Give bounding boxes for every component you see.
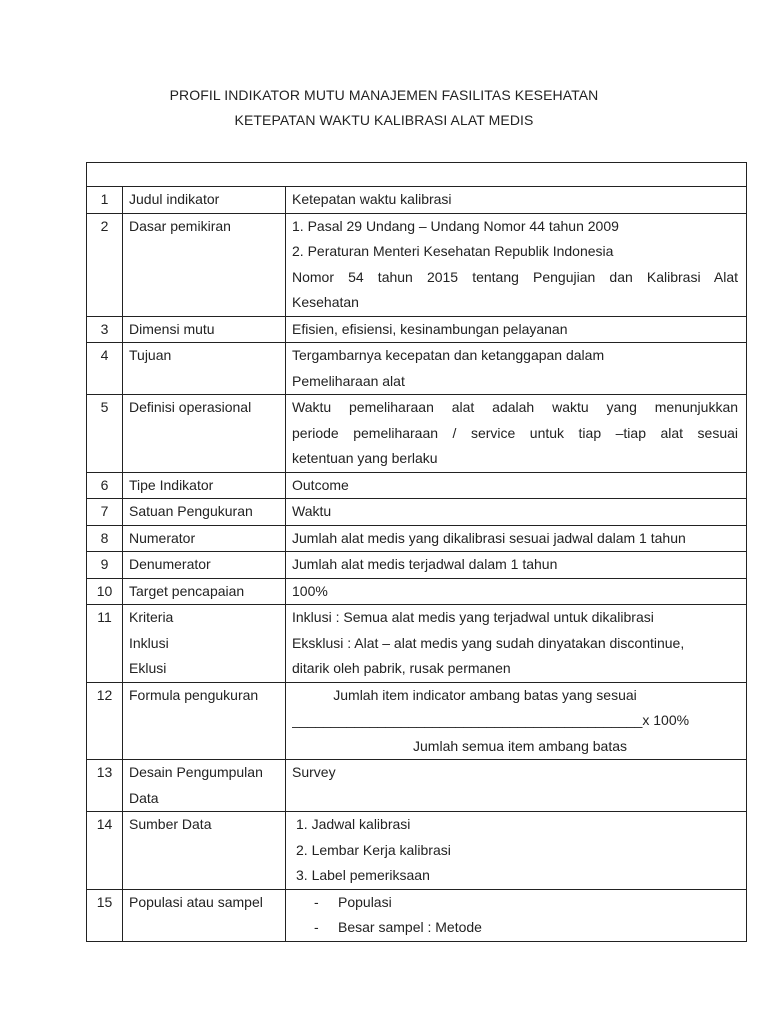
row-number: 11 bbox=[87, 605, 123, 683]
table-row bbox=[87, 316, 747, 343]
row-value-line: Survey bbox=[292, 764, 336, 780]
blank-header-cell bbox=[87, 163, 747, 187]
row-label-line: Kriteria bbox=[129, 609, 174, 625]
row-value bbox=[286, 499, 747, 526]
row-label-line: Inklusi bbox=[129, 634, 169, 651]
table-row bbox=[87, 605, 747, 683]
row-value bbox=[286, 343, 747, 395]
row-label bbox=[123, 682, 286, 760]
row-value bbox=[286, 552, 747, 579]
row-number: 8 bbox=[87, 525, 123, 552]
row-value bbox=[286, 889, 747, 941]
row-value-line: periode pemeliharaan / service untuk tiap –tiap alat sesuai bbox=[292, 424, 739, 441]
row-label-line: Desain Pengumpulan bbox=[129, 764, 263, 780]
row-value bbox=[286, 578, 747, 605]
bullet-marker: - bbox=[314, 919, 319, 935]
row-label-line: Satuan Pengukuran bbox=[129, 503, 253, 519]
formula-cell bbox=[286, 682, 747, 760]
row-value bbox=[286, 605, 747, 683]
table-row bbox=[87, 213, 747, 316]
table-row bbox=[87, 578, 747, 605]
bullet-item bbox=[292, 915, 738, 941]
table-row bbox=[87, 395, 747, 473]
formula-fraction-bar: _____________________________________________x 100% bbox=[292, 712, 690, 728]
row-label bbox=[123, 578, 286, 605]
row-value-line: Ketepatan waktu kalibrasi bbox=[292, 191, 452, 207]
row-value-line: Pemeliharaan alat bbox=[292, 372, 405, 389]
row-value-line: Waktu pemeliharaan alat adalah waktu yang menunjukkan bbox=[292, 399, 739, 415]
bullet-text: Populasi bbox=[338, 893, 392, 910]
row-label-line: Formula pengukuran bbox=[129, 686, 259, 703]
formula-numerator: Jumlah item indicator ambang batas yang sesuai bbox=[333, 686, 637, 703]
row-label-line: Sumber Data bbox=[129, 816, 212, 832]
table-row bbox=[87, 472, 747, 499]
table-row bbox=[87, 525, 747, 552]
row-number: 7 bbox=[87, 499, 123, 526]
row-value-line: Inklusi : Semua alat medis yang terjadwal untuk dikalibrasi bbox=[292, 609, 654, 625]
row-label-line: Denumerator bbox=[129, 556, 211, 572]
row-value-line: Jumlah alat medis terjadwal dalam 1 tahun bbox=[292, 556, 558, 572]
row-label-line: Dasar pemikiran bbox=[129, 217, 231, 234]
row-value-line: 3. Label pemeriksaan bbox=[296, 867, 430, 883]
row-label-line: Tipe Indikator bbox=[129, 476, 214, 493]
row-value bbox=[286, 812, 747, 890]
row-value-line: Kesehatan bbox=[292, 294, 359, 310]
row-value bbox=[286, 395, 747, 473]
row-label bbox=[123, 499, 286, 526]
row-number: 15 bbox=[87, 889, 123, 941]
table-header-row bbox=[87, 163, 747, 187]
row-label bbox=[123, 812, 286, 890]
row-value-line: 100% bbox=[292, 582, 328, 599]
formula-denominator: Jumlah semua item ambang batas bbox=[413, 737, 628, 754]
row-value-line: Jumlah alat medis yang dikalibrasi sesuai jadwal dalam 1 tahun bbox=[292, 529, 686, 546]
row-label bbox=[123, 605, 286, 683]
row-value-line: Eksklusi : Alat – alat medis yang sudah dinyatakan discontinue, bbox=[292, 634, 685, 651]
row-number: 10 bbox=[87, 578, 123, 605]
row-value-line: ketentuan yang berlaku bbox=[292, 450, 438, 466]
table-row bbox=[87, 343, 747, 395]
table-row bbox=[87, 552, 747, 579]
row-label bbox=[123, 343, 286, 395]
document-title: PROFIL INDIKATOR MUTU MANAJEMEN FASILITAS KESEHATAN bbox=[169, 87, 599, 103]
row-label-line: Numerator bbox=[129, 529, 196, 546]
row-value-line: 1. Pasal 29 Undang – Undang Nomor 44 tahun 2009 bbox=[292, 217, 619, 234]
row-label-line: Target pencapaian bbox=[129, 582, 245, 599]
row-value bbox=[286, 525, 747, 552]
row-value bbox=[286, 760, 747, 812]
row-number: 5 bbox=[87, 395, 123, 473]
row-value-line: Nomor 54 tahun 2015 tentang Pengujian dan Kalibrasi Alat bbox=[292, 268, 739, 285]
row-number: 4 bbox=[87, 343, 123, 395]
bullet-item bbox=[292, 890, 738, 916]
row-label bbox=[123, 187, 286, 214]
row-label-line: Dimensi mutu bbox=[129, 320, 215, 337]
document-subtitle: KETEPATAN WAKTU KALIBRASI ALAT MEDIS bbox=[234, 112, 534, 128]
row-value bbox=[286, 213, 747, 316]
row-number: 14 bbox=[87, 812, 123, 890]
row-value-line: 2. Peraturan Menteri Kesehatan Republik Indonesia bbox=[292, 243, 614, 259]
table-row bbox=[87, 682, 747, 760]
table-row bbox=[87, 889, 747, 941]
row-label bbox=[123, 213, 286, 316]
row-value-line: Efisien, efisiensi, kesinambungan pelayanan bbox=[292, 320, 568, 337]
row-label bbox=[123, 316, 286, 343]
row-number: 9 bbox=[87, 552, 123, 579]
row-label bbox=[123, 395, 286, 473]
bullet-marker: - bbox=[314, 893, 319, 910]
row-label bbox=[123, 472, 286, 499]
row-label-line: Tujuan bbox=[129, 347, 172, 363]
row-value bbox=[286, 316, 747, 343]
row-label-line: Judul indikator bbox=[129, 191, 220, 207]
table-row bbox=[87, 760, 747, 812]
row-label-line: Definisi operasional bbox=[129, 399, 252, 415]
row-number: 2 bbox=[87, 213, 123, 316]
row-value bbox=[286, 472, 747, 499]
row-value-line: ditarik oleh pabrik, rusak permanen bbox=[292, 660, 511, 676]
row-label-line: Populasi atau sampel bbox=[129, 893, 263, 910]
row-label bbox=[123, 525, 286, 552]
row-label bbox=[123, 889, 286, 941]
indicator-profile-table bbox=[86, 162, 747, 942]
row-number: 12 bbox=[87, 682, 123, 760]
row-number: 3 bbox=[87, 316, 123, 343]
row-number: 6 bbox=[87, 472, 123, 499]
row-value-line: Tergambarnya kecepatan dan ketanggapan dalam bbox=[292, 347, 605, 363]
row-label bbox=[123, 760, 286, 812]
table-row bbox=[87, 812, 747, 890]
row-value-line: 1. Jadwal kalibrasi bbox=[296, 816, 411, 832]
row-value bbox=[286, 187, 747, 214]
row-number: 13 bbox=[87, 760, 123, 812]
row-number: 1 bbox=[87, 187, 123, 214]
row-value-line: Waktu bbox=[292, 503, 332, 519]
table-row bbox=[87, 187, 747, 214]
bullet-text: Besar sampel : Metode bbox=[338, 919, 482, 935]
table-row bbox=[87, 499, 747, 526]
row-value-line: Outcome bbox=[292, 476, 349, 493]
row-label-line: Eklusi bbox=[129, 660, 167, 676]
row-label bbox=[123, 552, 286, 579]
row-label-line: Data bbox=[129, 789, 159, 806]
row-value-line: 2. Lembar Kerja kalibrasi bbox=[296, 841, 451, 858]
